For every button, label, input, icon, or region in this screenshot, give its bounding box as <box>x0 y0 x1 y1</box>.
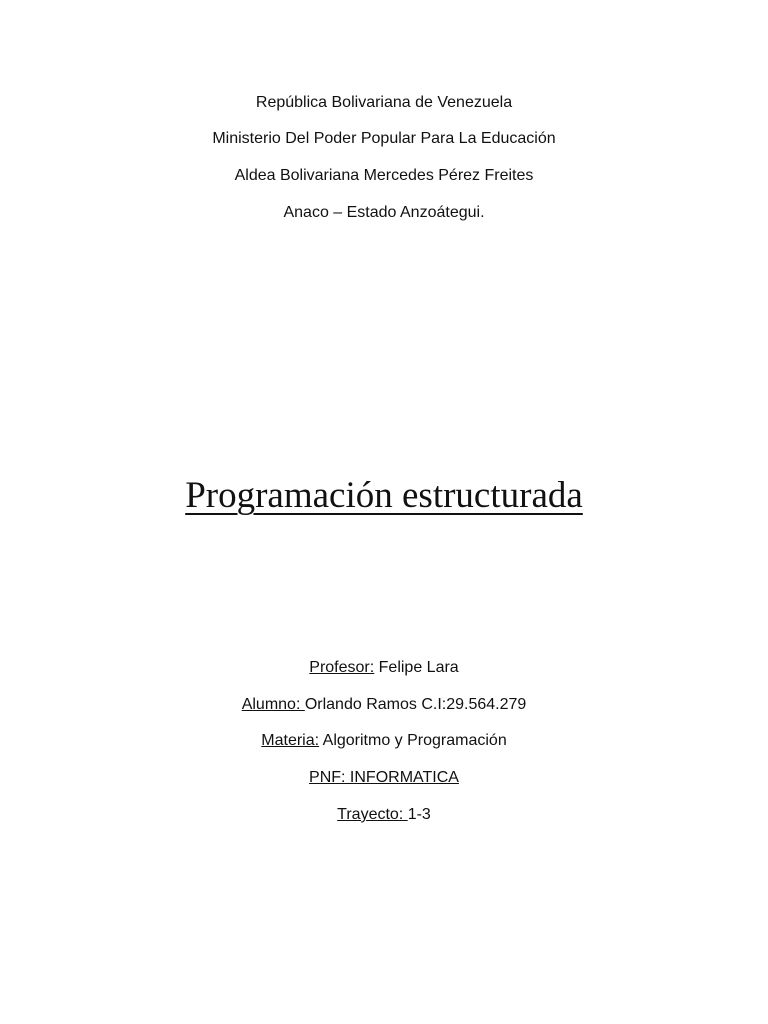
profesor-value: Felipe Lara <box>374 659 459 676</box>
detail-alumno <box>0 695 768 715</box>
trayecto-value: 1-3 <box>407 806 431 823</box>
materia-label: Materia: <box>261 732 320 749</box>
detail-pnf <box>0 768 768 788</box>
document-title: Programación estructurada <box>185 475 583 516</box>
detail-materia <box>0 731 768 751</box>
detail-trayecto <box>0 805 768 825</box>
alumno-label: Alumno: <box>241 696 305 713</box>
alumno-value: Orlando Ramos C.I:29.564.279 <box>304 696 527 713</box>
trayecto-label: Trayecto: <box>337 806 408 823</box>
pnf-text: PNF: INFORMATICA <box>309 769 459 786</box>
header-line-location: Anaco – Estado Anzoátegui. <box>283 204 485 221</box>
header-line-ministry: Ministerio Del Poder Popular Para La Educación <box>212 130 556 147</box>
header-line-country: República Bolivariana de Venezuela <box>255 94 513 111</box>
detail-profesor <box>0 658 768 678</box>
header-line-institution: Aldea Bolivariana Mercedes Pérez Freites <box>234 167 534 184</box>
materia-value: Algoritmo y Programación <box>319 732 507 749</box>
profesor-label: Profesor: <box>309 659 375 676</box>
